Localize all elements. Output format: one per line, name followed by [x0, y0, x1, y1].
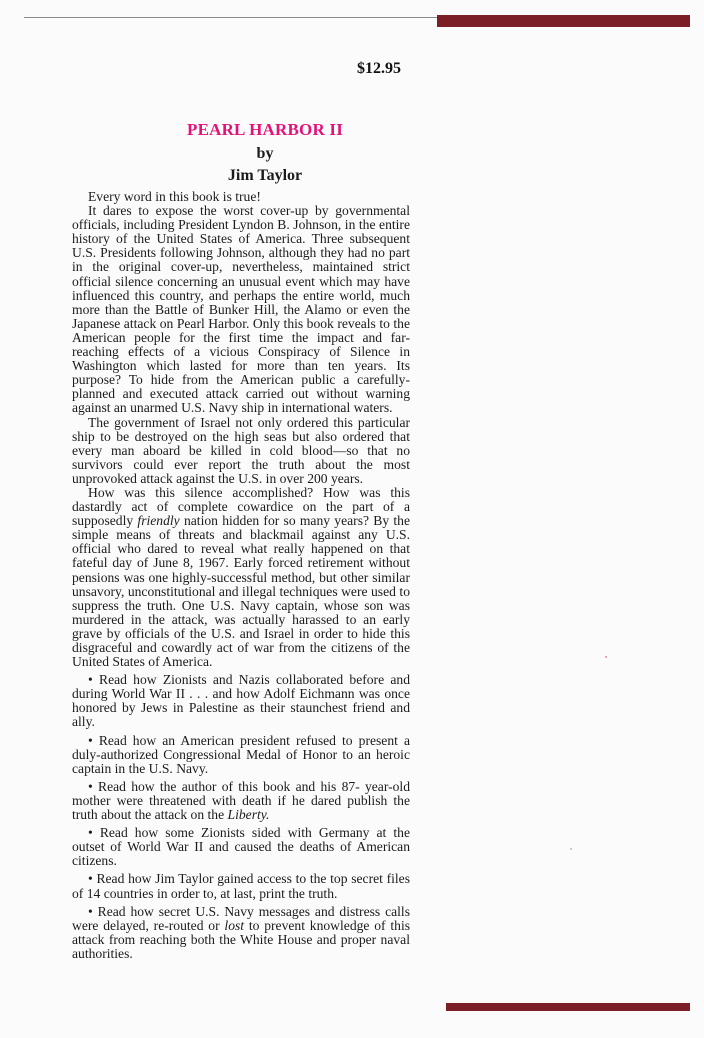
author-name: Jim Taylor: [227, 167, 303, 184]
paragraph-silence-italic: friendly: [137, 513, 180, 529]
byline: by: [256, 145, 274, 162]
bullet-italic: lost: [224, 917, 245, 933]
top-rule: [24, 17, 438, 18]
bullet-item: [72, 905, 410, 961]
description-text: [72, 190, 410, 961]
speck-mark: [605, 656, 607, 658]
paragraph-silence: [72, 486, 410, 669]
price-label: $12.95: [357, 60, 401, 77]
bottom-decorative-bar: [446, 1003, 690, 1011]
bullet-italic: Liberty.: [227, 807, 270, 823]
bullet-item: • Read how some Zionists sided with Germany at the outset of World War II and caused the deaths of American citizens.: [72, 825, 410, 869]
speck-mark: [570, 848, 572, 850]
top-decorative-bar: [437, 15, 690, 27]
bullet-text: • Read how secret U.S. Navy messages and distress calls were delayed, re-routed or: [72, 903, 410, 933]
bullet-item: • Read how an American president refused to present a duly-authorized Congressional Medal of Honor to an heroic captain in the U.S. Navy.: [72, 732, 410, 776]
paragraph-intro: Every word in this book is true!: [88, 189, 261, 204]
paragraph-cover-up: It dares to expose the worst cover-up by governmental officials, including President Lyndon B. Johnson, in the entire history of the United States of America. Three subsequent U.S. Presidents following Johnson, although they had no part in the original cover-up, nevertheless, maintained strict official silence concerning an unusual event which may have influenced this country, and perhaps the entire world, much more than the Battle of Bunker Hill, the Alamo or even the Japanese attack on Pearl Harbor. Only this book reveals to the American people for the first time the impact and far-reaching effects of a vicious Conspiracy of Silence in Washington which lasted for more than ten years. Its purpose? To hide from the American public a carefully-planned and executed attack carried out without warning against an unarmed U.S. Navy ship in international waters.: [72, 203, 410, 416]
bullet-text: to prevent knowledge of this attack from reaching both the White House and proper naval authorities.: [72, 917, 411, 961]
paragraph-silence-start: How was this silence accomplished? How was this dastardly act of complete cowardice on the part of a supposedly: [72, 484, 410, 529]
book-title: PEARL HARBOR II: [186, 120, 344, 139]
paragraph-silence-end: nation hidden for so many years? By the simple means of threats and blackmail against any U.S. official who dared to reveal what really happened on that fateful day of June 8, 1967. Early forced retirement without pensions was one highly-successful method, but other similar unsavory, unconstitutional and illegal techniques were used to suppress the truth. One U.S. Navy captain, whose son was murdered in the attack, was actually harassed to an early grave by officials of the U.S. and Israel in order to hide this disgraceful and cowardly act of war from the citizens of the United States of America.: [72, 513, 410, 670]
bullet-text: • Read how the author of this book and his 87- year-old mother were threatened with death if he dared publish the truth about the attack on the: [72, 778, 410, 823]
title-block: [120, 119, 410, 187]
bullet-item: • Read how Jim Taylor gained access to the top secret files of 14 countries in order to, at last, print the truth.: [72, 871, 410, 901]
bullet-item: • Read how Zionists and Nazis collaborated before and during World War II . . . and how Adolf Eichmann was once honored by Jews in Palestine as their staunchest friend and ally.: [72, 672, 410, 730]
paragraph-israel: The government of Israel not only ordered this particular ship to be destroyed on the high seas but also ordered that every man aboard be killed in cold blood—so that no survivors could ever report the truth about the most unprovoked attack against the U.S. in over 200 years.: [72, 414, 410, 486]
bullet-item: [72, 780, 410, 822]
